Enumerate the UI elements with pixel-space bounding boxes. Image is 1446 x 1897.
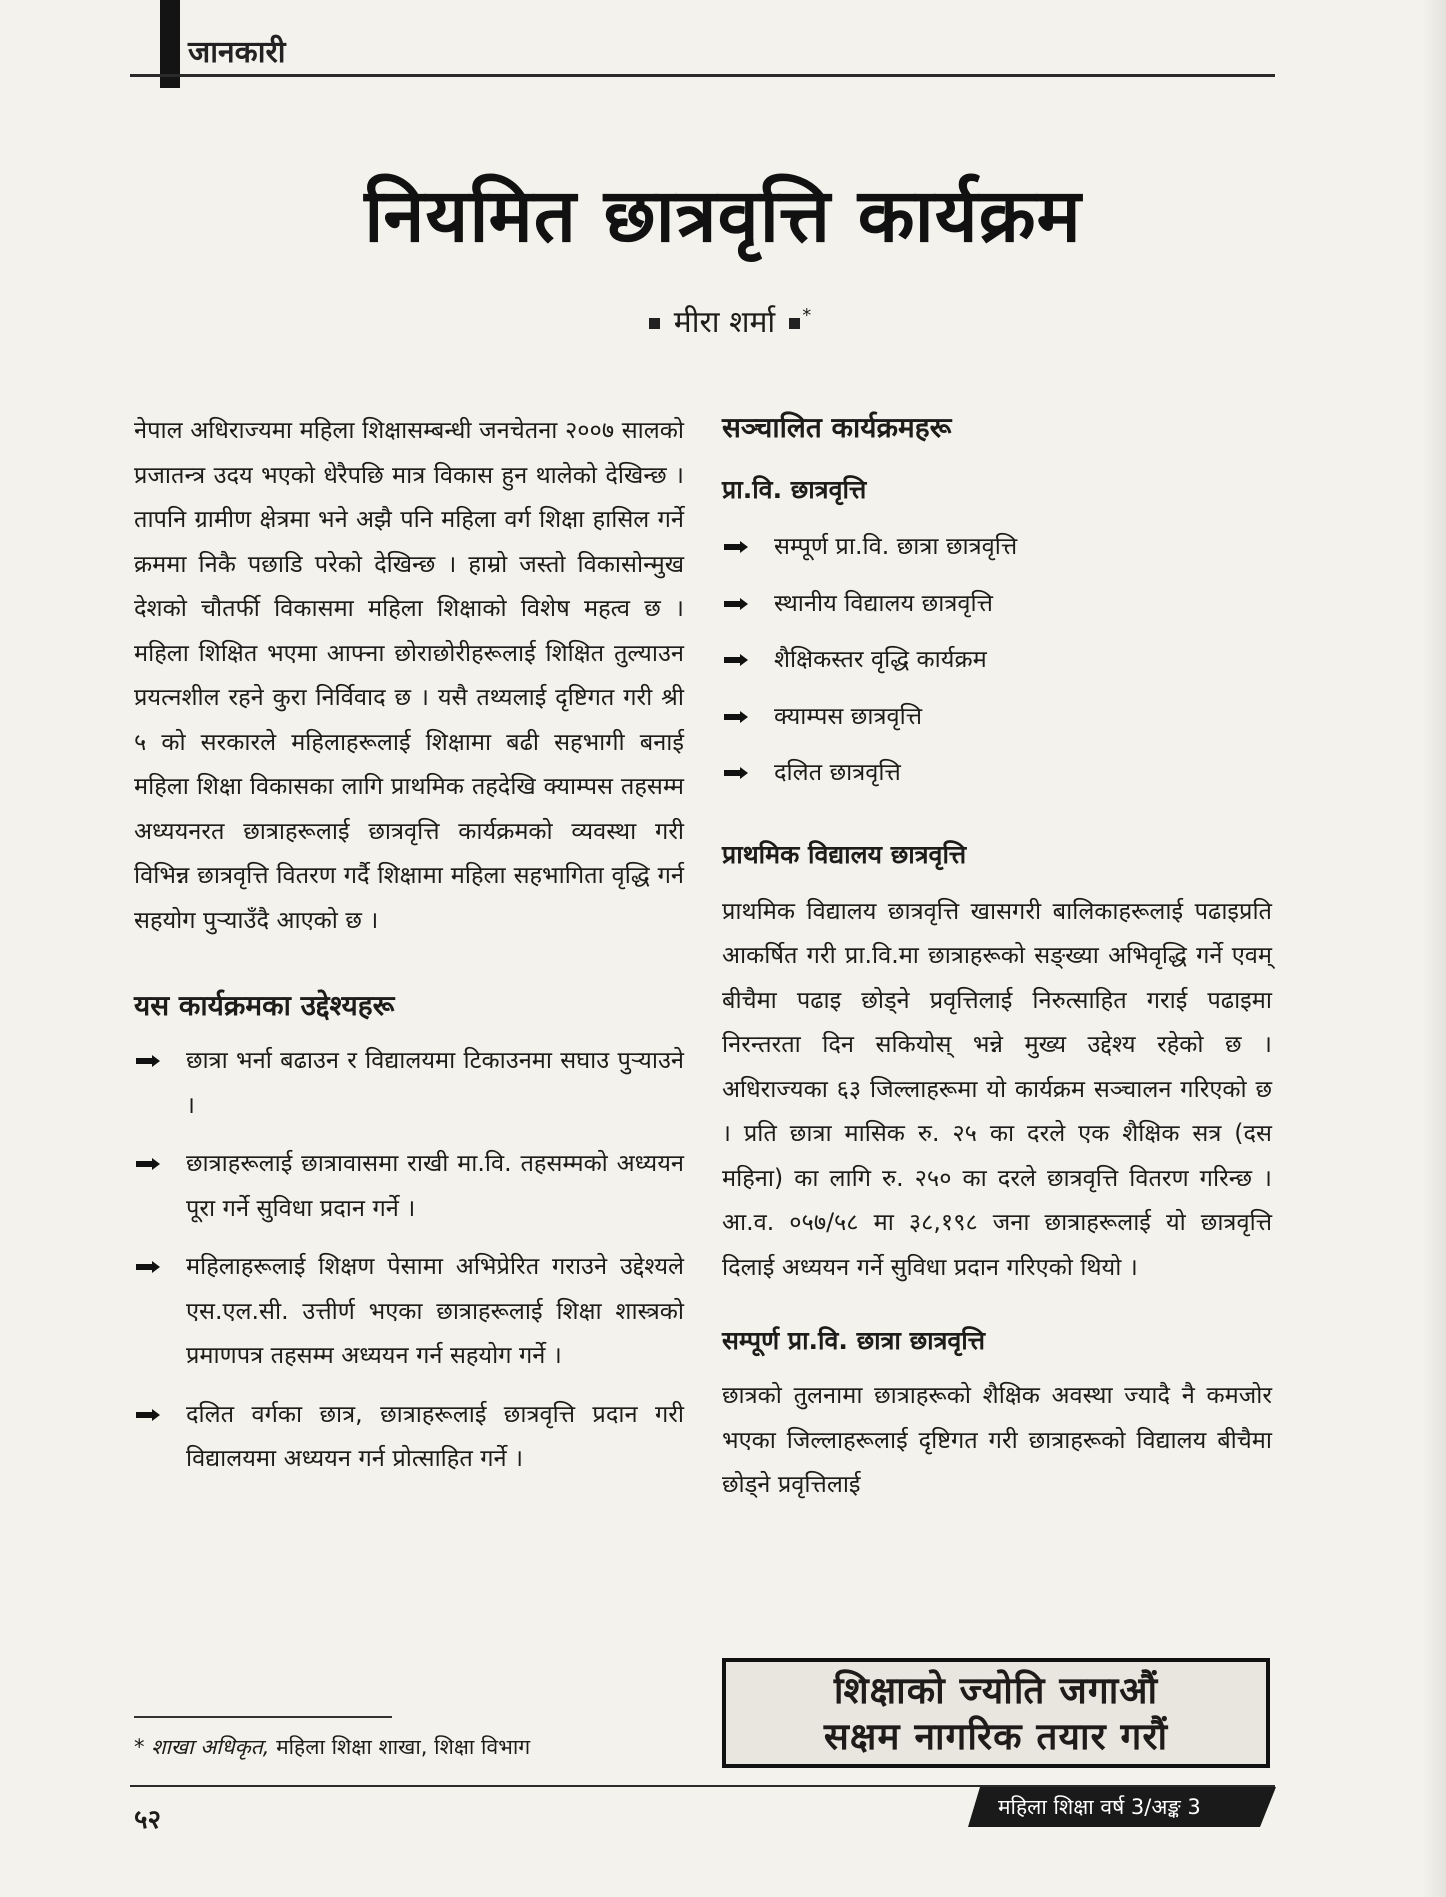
primary-school-heading: प्राथमिक विद्यालय छात्रवृत्ति bbox=[722, 839, 967, 869]
program-text: शैक्षिकस्तर वृद्धि कार्यक्रम bbox=[774, 645, 987, 673]
footnote-role: शाखा अधिकृत, bbox=[151, 1735, 270, 1759]
primary-school-paragraph: प्राथमिक विद्यालय छात्रवृत्ति खासगरी बालिकाहरूलाई पढाइप्रति आकर्षित गरी प्रा.वि.मा छात्राहरूको सङ्ख्या अभिवृद्धि गर्ने एवम् बीचैमा पढाइ छोड्ने प्रवृत्तिलाई निरुत्साहित गराई पढाइमा निरन्तरता दिन सकियोस् भन्ने मुख्य उद्देश्य रहेको छ । अधिराज्यका ६३ जिल्लाहरूमा यो कार्यक्रम सञ्चालन गरिएको छ । प्रति छात्रा मासिक रु. २५ का दरले एक शैक्षिक सत्र (दस महिना) का लागि रु. २५० का दरले छात्रवृत्ति वितरण गरिन्छ । आ.व. ०५७/५८ मा ३८,१९८ जना छात्राहरूलाई यो छात्रवृत्ति दिलाई अध्ययन गर्ने सुविधा प्रदान गरिएको थियो । bbox=[722, 896, 1272, 1281]
list-item bbox=[134, 1038, 684, 1127]
arrow-bullet-icon bbox=[136, 1261, 160, 1273]
program-text: स्थानीय विद्यालय छात्रवृत्ति bbox=[774, 588, 993, 617]
slogan-box bbox=[722, 1658, 1270, 1768]
header-rule bbox=[130, 74, 1275, 77]
right-column bbox=[722, 408, 1272, 1507]
program-text: दलित छात्रवृत्ति bbox=[774, 758, 901, 786]
byline bbox=[0, 300, 1446, 341]
objective-text: छात्रा भर्ना बढाउन र विद्यालयमा टिकाउनमा सघाउ पुर्‍याउने । bbox=[186, 1046, 684, 1119]
program-text: सम्पूर्ण प्रा.वि. छात्रा छात्रवृत्ति bbox=[774, 532, 1018, 560]
all-primary-paragraph: छात्रको तुलनामा छात्राहरूको शैक्षिक अवस्था ज्यादै नै कमजोर भएका जिल्लाहरूलाई दृष्टिगत गरी छात्राहरूको विद्यालय बीचैमा छोड्ने प्रवृत्तिलाई bbox=[722, 1381, 1272, 1498]
arrow-bullet-icon bbox=[136, 1055, 160, 1067]
page-number: ५२ bbox=[134, 1805, 162, 1835]
square-bullet-icon bbox=[649, 318, 660, 329]
arrow-bullet-icon bbox=[136, 1409, 160, 1421]
intro-paragraph: नेपाल अधिराज्यमा महिला शिक्षासम्बन्धी जनचेतना २००७ सालको प्रजातन्त्र उदय भएको धेरैपछि मात्र विकास हुन थालेको देखिन्छ । तापनि ग्रामीण क्षेत्रमा भने अझै पनि महिला वर्ग शिक्षा हासिल गर्ने क्रममा निकै पछाडि परेको देखिन्छ । हाम्रो जस्तो विकासोन्मुख देशको चौतर्फी विकासमा महिला शिक्षाको विशेष महत्व छ । महिला शिक्षित भएमा आफ्ना छोराछोरीहरूलाई शिक्षित तुल्याउन प्रयत्नशील रहने कुरा निर्विवाद छ । यसै तथ्यलाई दृष्टिगत गरी श्री ५ को सरकारले महिलाहरूलाई शिक्षामा बढी सहभागी बनाई महिला शिक्षा विकासका लागि प्राथमिक तहदेखि क्याम्पस तहसम्म अध्ययनरत छात्राहरूलाई छात्रवृत्ति कार्यक्रमको व्यवस्था गरी विभिन्न छात्रवृत्ति वितरण गर्दै शिक्षामा महिला सहभागिता वृद्धि गर्न सहयोग पुर्‍याउँदै आएको छ । bbox=[134, 416, 684, 934]
all-primary-heading: सम्पूर्ण प्रा.वि. छात्रा छात्रवृत्ति bbox=[722, 1326, 986, 1355]
section-label: जानकारी bbox=[188, 35, 286, 70]
programs-heading: सञ्चालित कार्यक्रमहरू bbox=[722, 411, 952, 444]
list-item bbox=[134, 1244, 684, 1378]
list-item bbox=[134, 1392, 684, 1481]
list-item bbox=[722, 581, 1272, 626]
footnote-mark: * bbox=[134, 1735, 145, 1759]
author-name: मीरा शर्मा bbox=[673, 305, 776, 340]
primary-scholarship-heading: प्रा.वि. छात्रवृत्ति bbox=[722, 475, 867, 504]
arrow-bullet-icon bbox=[136, 1158, 160, 1170]
footnote-rule bbox=[134, 1716, 392, 1718]
arrow-bullet-icon bbox=[724, 767, 748, 779]
footnote-affiliation: महिला शिक्षा शाखा, शिक्षा विभाग bbox=[276, 1735, 531, 1759]
objective-text: दलित वर्गका छात्र, छात्राहरूलाई छात्रवृत्ति प्रदान गरी विद्यालयमा अध्ययन गर्न प्रोत्साहित गर्ने । bbox=[186, 1399, 684, 1472]
left-column bbox=[134, 408, 684, 1481]
list-item bbox=[722, 750, 1272, 795]
list-item bbox=[722, 637, 1272, 682]
author-mark: * bbox=[802, 305, 812, 326]
program-text: क्याम्पस छात्रवृत्ति bbox=[774, 701, 922, 730]
objectives-list bbox=[134, 1038, 684, 1481]
objectives-heading: यस कार्यक्रमका उद्देश्यहरू bbox=[134, 989, 395, 1022]
arrow-bullet-icon bbox=[724, 654, 748, 666]
list-item bbox=[722, 694, 1272, 739]
arrow-bullet-icon bbox=[724, 541, 748, 553]
footnote bbox=[134, 1733, 530, 1761]
list-item bbox=[722, 524, 1272, 569]
article-title: नियमित छात्रवृत्ति कार्यक्रम bbox=[364, 173, 1082, 259]
objective-text: छात्राहरूलाई छात्रावासमा राखी मा.वि. तहसम्मको अध्ययन पूरा गर्ने सुविधा प्रदान गर्ने । bbox=[186, 1149, 684, 1222]
objective-text: महिलाहरूलाई शिक्षण पेसामा अभिप्रेरित गराउने उद्देश्यले एस.एल.सी. उत्तीर्ण भएका छात्राहरूलाई शिक्षा शास्त्रको प्रमाणपत्र तहसम्म अध्ययन गर्न सहयोग गर्ने । bbox=[186, 1252, 684, 1369]
square-bullet-icon bbox=[789, 318, 800, 329]
magazine-tag bbox=[968, 1787, 1276, 1827]
arrow-bullet-icon bbox=[724, 598, 748, 610]
arrow-bullet-icon bbox=[724, 711, 748, 723]
list-item bbox=[134, 1141, 684, 1230]
magazine-issue: महिला शिक्षा वर्ष 3/अङ्क 3 bbox=[998, 1795, 1201, 1819]
programs-list bbox=[722, 524, 1272, 795]
page-edge-shadow bbox=[1422, 0, 1446, 1897]
slogan-line-2: सक्षम नागरिक तयार गरौं bbox=[823, 1715, 1169, 1758]
slogan-line-1: शिक्षाको ज्योति जगाऔं bbox=[833, 1669, 1159, 1712]
